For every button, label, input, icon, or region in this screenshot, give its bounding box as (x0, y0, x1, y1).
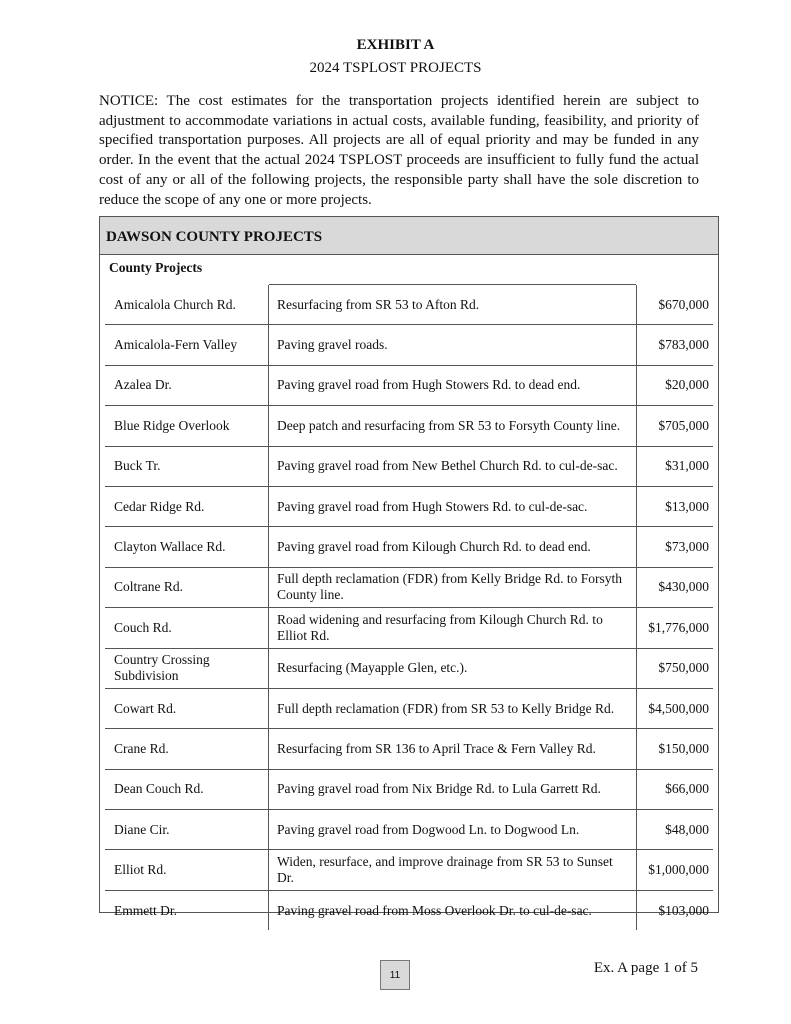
project-name: Dean Couch Rd. (114, 781, 204, 797)
project-description: Paving gravel road from Hugh Stowers Rd. to dead end. (277, 377, 581, 393)
table-row (105, 325, 713, 365)
project-cost: $1,000,000 (648, 862, 709, 878)
exhibit-subtitle: 2024 TSPLOST PROJECTS (309, 60, 482, 76)
project-name: Amicalola-Fern Valley (114, 337, 238, 353)
project-name: Couch Rd. (114, 619, 172, 635)
project-name: Cedar Ridge Rd. (114, 498, 205, 514)
project-cost: $20,000 (665, 377, 709, 393)
project-description: Paving gravel road from Moss Overlook Dr. to cul-de-sac. (277, 902, 592, 918)
project-description: Paving gravel road from Dogwood Ln. to Dogwood Ln. (277, 821, 580, 837)
project-description: Paving gravel roads. (277, 337, 388, 353)
project-description: Road widening and resurfacing from Kilough Church Rd. to Elliot Rd. (277, 611, 603, 643)
column-divider (268, 527, 269, 566)
project-cost: $750,000 (658, 660, 709, 676)
project-description: Widen, resurface, and improve drainage from SR 53 to Sunset Dr. (277, 854, 613, 886)
table-row (105, 527, 713, 567)
project-description: Paving gravel road from Nix Bridge Rd. to Lula Garrett Rd. (277, 781, 601, 797)
project-name: Coltrane Rd. (114, 579, 183, 595)
project-cost: $1,776,000 (648, 619, 709, 635)
table-row (105, 608, 713, 648)
project-cost: $4,500,000 (648, 700, 709, 716)
table-heading: DAWSON COUNTY PROJECTS (100, 217, 718, 255)
table-row (105, 649, 713, 689)
table-rows (100, 285, 718, 930)
project-cost: $13,000 (665, 498, 709, 514)
exhibit-title: EXHIBIT A (356, 37, 435, 53)
project-description: Full depth reclamation (FDR) from SR 53 to Kelly Bridge Rd. (277, 700, 615, 716)
project-cost: $705,000 (658, 417, 709, 433)
column-divider (268, 447, 269, 486)
column-divider (268, 608, 269, 647)
project-cost: $103,000 (658, 902, 709, 918)
table-row (105, 487, 713, 527)
column-divider (268, 770, 269, 809)
column-divider (268, 366, 269, 405)
project-cost: $66,000 (665, 781, 709, 797)
project-cost: $783,000 (658, 337, 709, 353)
column-divider (268, 689, 269, 728)
project-cost: $670,000 (658, 296, 709, 312)
table-row (105, 729, 713, 769)
project-name: Emmett Dr. (114, 902, 177, 918)
notice-paragraph: NOTICE: The cost estimates for the transportation projects identified herein are subject to adjustment to accommodate variations in actual costs, available funding, feasibility, and priority of specified transportation purposes. All projects are all of equal priority and may be funded in any order. In the event that the actual 2024 TSPLOST proceeds are insufficient to fully fund the actual cost of any or all of the following projects, the responsible party shall have the sole discretion to reduce the scope of any one or more projects. (99, 93, 699, 208)
project-cost: $430,000 (658, 579, 709, 595)
table-row (105, 891, 713, 930)
project-description: Resurfacing from SR 136 to April Trace & Fern Valley Rd. (277, 740, 596, 756)
project-cost: $73,000 (665, 539, 709, 555)
project-description: Deep patch and resurfacing from SR 53 to Forsyth County line. (277, 417, 621, 433)
project-name: Crane Rd. (114, 740, 169, 756)
table-subheading (100, 255, 718, 285)
project-name: Cowart Rd. (114, 700, 177, 716)
project-description: Resurfacing from SR 53 to Afton Rd. (277, 296, 480, 312)
table-row (105, 406, 713, 446)
table-row (105, 689, 713, 729)
project-name: Elliot Rd. (114, 862, 167, 878)
column-divider (268, 325, 269, 364)
table-row (105, 770, 713, 810)
project-description: Full depth reclamation (FDR) from Kelly Bridge Rd. to Forsyth County line. (277, 571, 622, 603)
column-divider (268, 406, 269, 445)
column-divider (268, 285, 269, 324)
table-row (105, 447, 713, 487)
column-divider (268, 850, 269, 889)
project-description: Paving gravel road from New Bethel Church Rd. to cul-de-sac. (277, 458, 618, 474)
column-divider (268, 891, 269, 930)
project-name: Buck Tr. (114, 458, 161, 474)
column-divider (268, 487, 269, 526)
column-divider (268, 568, 269, 607)
table-row (105, 810, 713, 850)
project-name: Diane Cir. (114, 821, 170, 837)
project-description: Paving gravel road from Kilough Church Rd. to dead end. (277, 539, 591, 555)
project-description: Resurfacing (Mayapple Glen, etc.). (277, 660, 468, 676)
table-row (105, 568, 713, 608)
table-row (105, 850, 713, 890)
projects-table (99, 216, 719, 918)
page-label: Ex. A page 1 of 5 (593, 960, 698, 976)
column-divider (268, 649, 269, 688)
project-name: Azalea Dr. (114, 377, 172, 393)
table-row (105, 285, 713, 325)
page-number-box: 11 (380, 960, 410, 990)
project-name: Blue Ridge Overlook (114, 417, 230, 433)
project-name: Country Crossing Subdivision (114, 652, 210, 684)
project-cost: $31,000 (665, 458, 709, 474)
project-name: Amicalola Church Rd. (114, 296, 236, 312)
project-description: Paving gravel road from Hugh Stowers Rd. to cul-de-sac. (277, 498, 588, 514)
column-divider (268, 729, 269, 768)
column-divider (268, 810, 269, 849)
project-cost: $48,000 (665, 821, 709, 837)
subheading-label: County Projects (109, 260, 203, 275)
project-name: Clayton Wallace Rd. (114, 539, 226, 555)
project-cost: $150,000 (658, 740, 709, 756)
table-row (105, 366, 713, 406)
